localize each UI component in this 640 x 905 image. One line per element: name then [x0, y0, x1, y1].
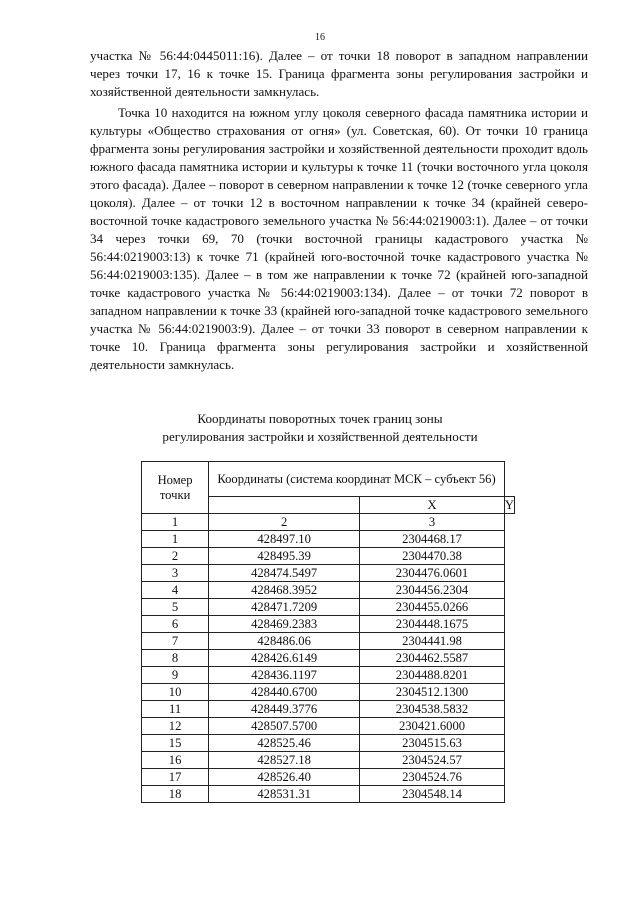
y-coordinate-cell: 2304512.1300 [360, 684, 505, 701]
x-coordinate-cell: 428497.10 [209, 531, 360, 548]
x-coordinate-cell: 428436.1197 [209, 667, 360, 684]
header-y: Y [504, 498, 514, 512]
y-coordinate-cell: 2304448.1675 [360, 616, 505, 633]
table-title-line-2: регулирования застройки и хозяйственной деятельности [162, 429, 478, 444]
table-title [0, 410, 640, 446]
y-coordinate-cell: 2304470.38 [360, 548, 505, 565]
point-number-cell: 3 [142, 565, 209, 582]
table-header-row [142, 462, 515, 497]
table-index-row [142, 514, 515, 531]
table-row [142, 752, 515, 769]
y-coordinate-cell: 2304441.98 [360, 633, 505, 650]
point-number-cell: 18 [142, 786, 209, 803]
x-coordinate-cell: 428471.7209 [209, 599, 360, 616]
x-coordinate-cell: 428525.46 [209, 735, 360, 752]
paragraph-main [90, 104, 588, 374]
x-coordinate-cell: 428526.40 [209, 769, 360, 786]
point-number-cell: 12 [142, 718, 209, 735]
table-row [142, 650, 515, 667]
paragraph-1-text: участка № 56:44:0445011:16). Далее – от точки 18 поворот в западном направлении через точки 17, 16 к точке 15. Граница фрагмента зоны регулирования застройки и хозяйственной деятельности замкнулась. [90, 48, 588, 99]
point-number-cell: 2 [142, 548, 209, 565]
y-coordinate-cell: 2304488.8201 [360, 667, 505, 684]
table-row [142, 667, 515, 684]
x-coordinate-cell: 428486.06 [209, 633, 360, 650]
y-coordinate-cell: 2304455.0266 [360, 599, 505, 616]
table-row [142, 531, 515, 548]
y-coordinate-cell: 2304538.5832 [360, 701, 505, 718]
table-title-line-1: Координаты поворотных точек границ зоны [197, 411, 443, 426]
y-coordinate-cell: 230421.6000 [360, 718, 505, 735]
header-coordinates: Координаты (система координат МСК – субъект 56) [209, 462, 505, 497]
coordinates-table [141, 461, 515, 803]
table-row [142, 701, 515, 718]
table-row [142, 565, 515, 582]
point-number-cell: 10 [142, 684, 209, 701]
y-coordinate-cell: 2304548.14 [360, 786, 505, 803]
paragraph-2-text: Точка 10 находится на южном углу цоколя северного фасада памятника истории и культуры «Общество страхования от огня» (ул. Советская, 60). От точки 10 граница фрагмента зоны регулирования застройки и хозяйственной деятельности проходит вдоль южного фасада памятника истории и культуры к точке 11 (точки восточного угла цоколя этого фасада). Далее – поворот в северном направлении к точке 12 (точке северного угла цоколя). Далее – от точки 12 в восточном направлении к точке 34 (крайней северо-восточной точке кадастрового земельного участка № 56:44:0219003:1). Далее – от точки 34 через точки 69, 70 (точки восточной границы кадастрового участка № 56:44:0219003:13) к точке 71 (крайней юго-восточной точке кадастрового участка № 56:44:0219003:135). Далее – в том же направлении к точке 72 (крайней юго-западной точке кадастрового участка № 56:44:0219003:134). Далее – от точки 72 поворот в западном направлении к точке 33 (крайней юго-западной точке кадастрового земельного участка № 56:44:0219003:9). Далее – от точки 33 поворот в северном направлении к точке 10. Граница фрагмента зоны регулирования застройки и хозяйственной деятельности замкнулась. [90, 105, 588, 372]
x-coordinate-cell: 428469.2383 [209, 616, 360, 633]
table-row [142, 633, 515, 650]
table-row [142, 786, 515, 803]
y-coordinate-cell: 2304476.0601 [360, 565, 505, 582]
index-cell: 3 [360, 514, 505, 531]
point-number-cell: 11 [142, 701, 209, 718]
table-row [142, 769, 515, 786]
point-number-cell: 7 [142, 633, 209, 650]
paragraph-continuation [90, 47, 588, 101]
x-coordinate-cell: 428449.3776 [209, 701, 360, 718]
y-coordinate-cell: 2304456.2304 [360, 582, 505, 599]
x-coordinate-cell: 428507.5700 [209, 718, 360, 735]
point-number-cell: 4 [142, 582, 209, 599]
header-empty-cell [209, 497, 360, 514]
table-row [142, 684, 515, 701]
index-cell: 2 [209, 514, 360, 531]
point-number-cell: 16 [142, 752, 209, 769]
y-coordinate-cell: 2304524.76 [360, 769, 505, 786]
y-coordinate-cell: 2304515.63 [360, 735, 505, 752]
table-row [142, 548, 515, 565]
x-coordinate-cell: 428440.6700 [209, 684, 360, 701]
x-coordinate-cell: 428495.39 [209, 548, 360, 565]
table-row [142, 582, 515, 599]
x-coordinate-cell: 428426.6149 [209, 650, 360, 667]
x-coordinate-cell: 428468.3952 [209, 582, 360, 599]
index-cell: 1 [142, 514, 209, 531]
x-coordinate-cell: 428531.31 [209, 786, 360, 803]
header-point-number: Номер точки [142, 462, 209, 514]
x-coordinate-cell: 428527.18 [209, 752, 360, 769]
table-row [142, 718, 515, 735]
point-number-cell: 1 [142, 531, 209, 548]
point-number-cell: 9 [142, 667, 209, 684]
x-coordinate-cell: 428474.5497 [209, 565, 360, 582]
y-coordinate-cell: 2304462.5587 [360, 650, 505, 667]
table-row [142, 616, 515, 633]
point-number-cell: 17 [142, 769, 209, 786]
header-x: X [360, 497, 505, 514]
point-number-cell: 15 [142, 735, 209, 752]
y-coordinate-cell: 2304524.57 [360, 752, 505, 769]
table-row [142, 599, 515, 616]
point-number-cell: 6 [142, 616, 209, 633]
page-number: 16 [315, 32, 325, 43]
table-row [142, 735, 515, 752]
point-number-cell: 5 [142, 599, 209, 616]
y-coordinate-cell: 2304468.17 [360, 531, 505, 548]
point-number-cell: 8 [142, 650, 209, 667]
